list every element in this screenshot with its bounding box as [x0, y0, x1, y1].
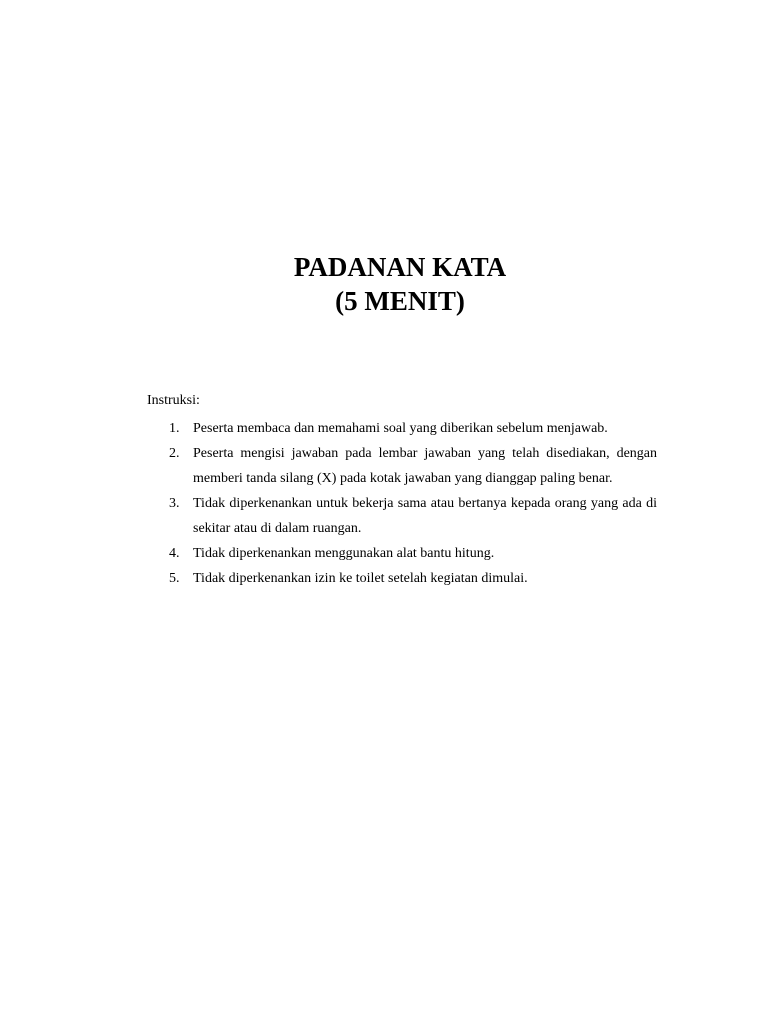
- list-item: [147, 566, 657, 591]
- list-item-text: Peserta membaca dan memahami soal yang diberikan sebelum menjawab.: [193, 421, 608, 436]
- list-item-text: Tidak diperkenankan menggunakan alat bantu hitung.: [193, 546, 495, 561]
- list-item-number: 4.: [169, 546, 180, 561]
- title-line-2: (5 MENIT): [335, 286, 465, 316]
- instructions-list: [147, 416, 657, 591]
- list-item: [147, 441, 657, 491]
- instructions-section: [147, 391, 657, 591]
- list-item-number: 3.: [169, 496, 180, 511]
- title-line-1: PADANAN KATA: [293, 252, 507, 282]
- page-title: [0, 250, 768, 318]
- list-item: [147, 541, 657, 566]
- list-item: [147, 491, 657, 541]
- instructions-heading: Instruksi:: [147, 393, 200, 408]
- list-item: [147, 416, 657, 441]
- list-item-text: Tidak diperkenankan untuk bekerja sama atau bertanya kepada orang yang ada di sekitar atau di dalam ruangan.: [193, 496, 657, 536]
- list-item-number: 5.: [169, 571, 180, 586]
- list-item-text: Tidak diperkenankan izin ke toilet setelah kegiatan dimulai.: [193, 571, 528, 586]
- list-item-number: 2.: [169, 446, 180, 461]
- list-item-text: Peserta mengisi jawaban pada lembar jawaban yang telah disediakan, dengan memberi tanda silang (X) pada kotak jawaban yang dianggap paling benar.: [193, 446, 657, 486]
- list-item-number: 1.: [169, 421, 180, 436]
